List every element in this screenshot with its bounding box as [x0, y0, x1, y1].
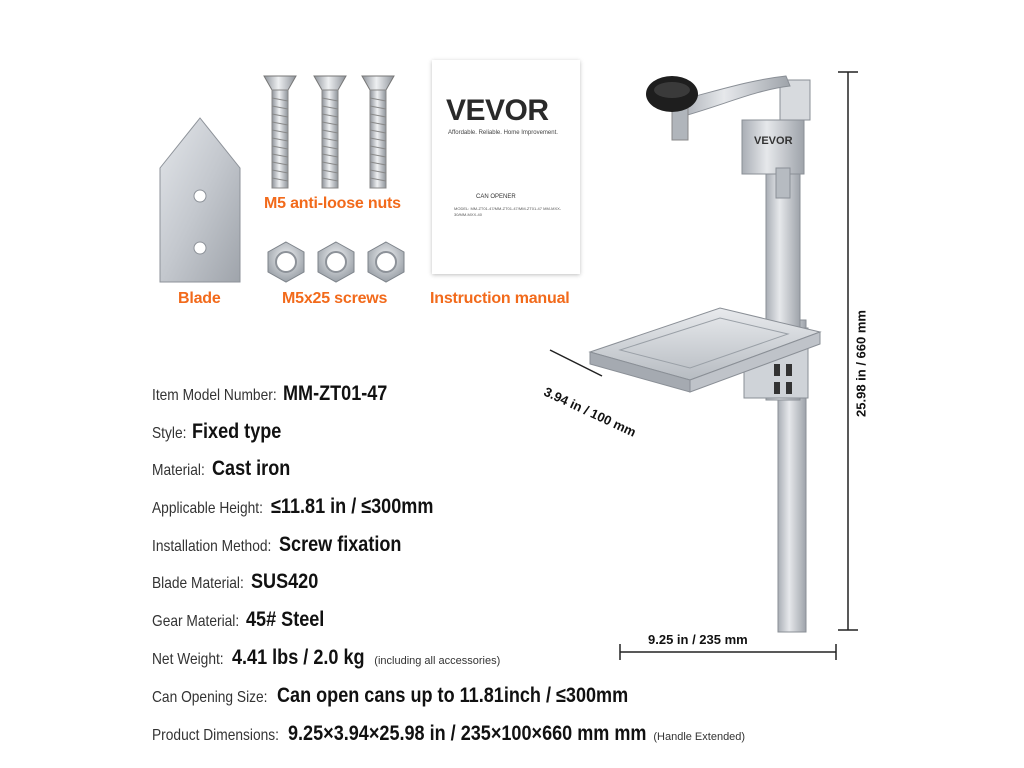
- spec-row-net-weight: [152, 646, 500, 670]
- screws-image: [258, 70, 398, 192]
- spec-row-installation: [152, 533, 422, 557]
- spec-row-opening-size: [152, 684, 685, 708]
- height-dimension: 25.98 in / 660 mm: [853, 310, 869, 417]
- spec-key: Net Weight:: [152, 651, 224, 668]
- manual-title: CAN OPENER: [476, 194, 516, 200]
- spec-row-material: [152, 457, 303, 481]
- spec-value: MM-ZT01-47: [283, 382, 388, 405]
- spec-row-style: [152, 420, 296, 444]
- spec-key: Material:: [152, 462, 205, 479]
- spec-key: Can Opening Size:: [152, 689, 268, 706]
- dimension-lines: [540, 60, 870, 670]
- spec-row-product-dimensions: [152, 722, 745, 746]
- opener-brand-text: VEVOR: [754, 135, 793, 147]
- nuts-image: [264, 240, 414, 284]
- spec-value: Cast iron: [211, 457, 291, 480]
- spec-key: Style:: [152, 425, 187, 442]
- spec-note: (Handle Extended): [653, 731, 746, 743]
- spec-value: ≤11.81 in / ≤300mm: [271, 495, 434, 518]
- screws-label: M5x25 screws: [282, 290, 388, 307]
- spec-key: Blade Material:: [152, 575, 244, 592]
- spec-value: Can open cans up to 11.81inch / ≤300mm: [276, 684, 628, 707]
- nuts-label: M5 anti-loose nuts: [264, 195, 401, 212]
- spec-value: Fixed type: [192, 420, 282, 443]
- width-dimension: 9.25 in / 235 mm: [648, 632, 748, 647]
- spec-row-blade-material: [152, 570, 329, 594]
- spec-row-model: [152, 382, 405, 406]
- spec-value: SUS420: [251, 570, 319, 593]
- spec-key: Product Dimensions:: [152, 727, 279, 744]
- spec-note: (including all accessories): [374, 655, 501, 667]
- spec-row-applicable-height: [152, 495, 460, 519]
- spec-value: Screw fixation: [279, 533, 402, 556]
- manual-brand: VEVOR: [446, 94, 549, 127]
- spec-key: Installation Method:: [152, 538, 272, 555]
- spec-key: Applicable Height:: [152, 500, 263, 517]
- blade-image: [156, 116, 246, 286]
- manual-tagline: Affordable. Reliable. Home Improvement.: [448, 130, 558, 136]
- manual-model: MODEL: MM-ZT01-47/MM-ZT01-47/MM-ZT01-47 MM-MXX-30/MM-MXX-40: [454, 206, 562, 217]
- spec-key: Gear Material:: [152, 613, 240, 630]
- spec-row-gear-material: [152, 608, 337, 632]
- depth-dimension: 3.94 in / 100 mm: [541, 384, 639, 440]
- spec-key: Item Model Number:: [152, 387, 277, 404]
- blade-label: Blade: [178, 290, 221, 307]
- spec-value: 45# Steel: [245, 608, 325, 631]
- spec-value: 4.41 lbs / 2.0 kg: [231, 646, 365, 669]
- manual-label: Instruction manual: [430, 290, 570, 307]
- spec-value: 9.25×3.94×25.98 in / 235×100×660 mm mm: [288, 722, 647, 745]
